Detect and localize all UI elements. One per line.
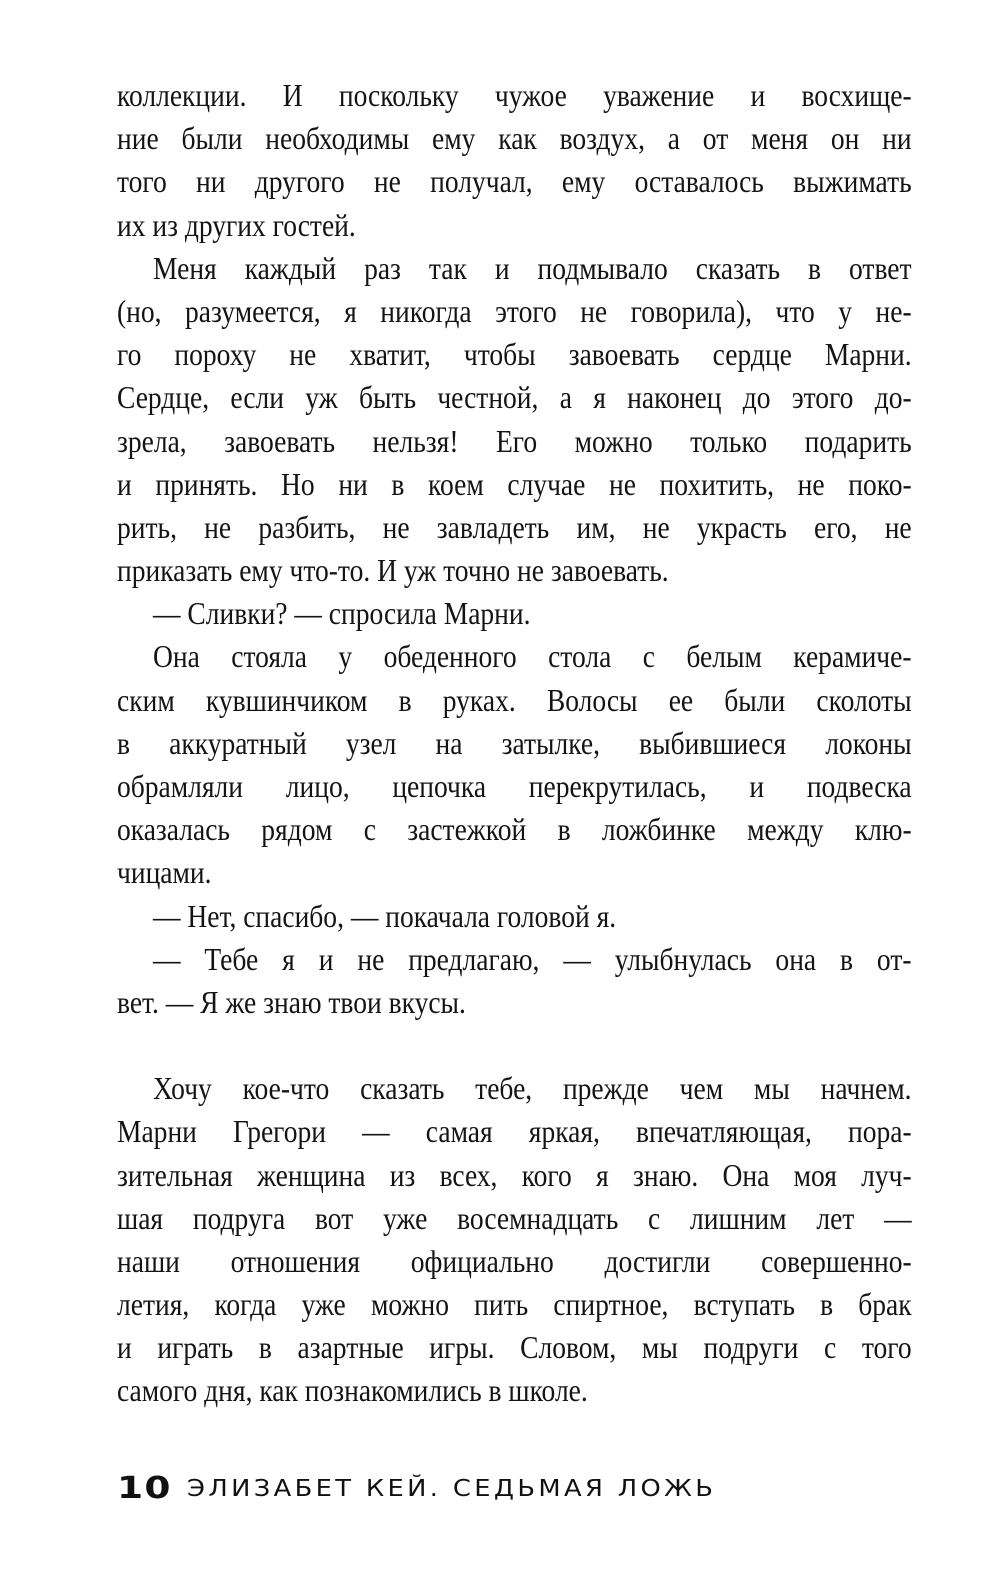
text-line: обрамляли лицо, цепочка перекрутилась, и подвеска: [117, 768, 912, 804]
paragraph: [117, 247, 912, 593]
text-line: летия, когда уже можно пить спиртное, вступать в брак: [117, 1286, 912, 1323]
text-line: — Тебе я и не предлагаю, — улыбнулась она в от-: [153, 940, 912, 977]
text-line: коллекции. И поскольку чужое уважение и восхище-: [117, 77, 912, 113]
text-line: оказалась рядом с застежкой в ложбинке между клю-: [117, 811, 912, 848]
text-line: зительная женщина из всех, кого я знаю. Она моя луч-: [117, 1156, 912, 1193]
page-footer: [117, 1471, 717, 1506]
dialogue-line: [117, 592, 912, 635]
text-line: Меня каждый раз так и подмывало сказать в ответ: [153, 249, 912, 286]
text-line: в аккуратный узел на затылке, выбившиеся локоны: [117, 724, 912, 761]
text-line: самого дня, как познакомились в школе.: [117, 1372, 588, 1409]
text-line: приказать ему что-то. И уж точно не завоевать.: [117, 552, 669, 589]
text-line: — Нет, спасибо, — покачала головой я.: [153, 897, 617, 934]
text-line: — Сливки? — спросила Марни.: [153, 595, 531, 632]
text-line: Марни Грегори — самая яркая, впечатляющая, пора-: [117, 1113, 912, 1150]
text-line: и принять. Но ни в коем случае не похитить, не поко-: [117, 465, 912, 502]
text-line: чицами.: [117, 854, 212, 891]
dialogue-line: [117, 938, 912, 1024]
text-line: зрела, завоевать нельзя! Его можно только подарить: [117, 422, 912, 459]
page-number: 10: [117, 1471, 172, 1506]
text-line: Она стояла у обеденного стола с белым керамиче-: [153, 638, 912, 675]
running-head: ЭЛИЗАБЕТ КЕЙ. СЕДЬМАЯ ЛОЖЬ: [187, 1475, 717, 1502]
text-line: (но, разумеется, я никогда этого не говорила), что у не-: [117, 292, 912, 329]
text-line: наши отношения официально достигли совершенно-: [117, 1242, 912, 1279]
text-line: Сердце, если уж быть честной, а я наконец до этого до-: [117, 379, 912, 416]
section-break: [117, 1024, 912, 1067]
book-page-body: [117, 74, 912, 1413]
text-line: того ни другого не получал, ему оставалось выжимать: [117, 163, 912, 200]
paragraph: [117, 1067, 912, 1413]
text-line: ние были необходимы ему как воздух, а от меня он ни: [117, 120, 912, 157]
text-line: их из других гостей.: [117, 206, 356, 243]
text-line: ским кувшинчиком в руках. Волосы ее были сколоты: [117, 681, 912, 718]
text-line: го пороху не хватит, чтобы завоевать сердце Марни.: [117, 336, 912, 373]
text-line: Хочу кое-что сказать тебе, прежде чем мы начнем.: [153, 1070, 912, 1107]
paragraph: [117, 635, 912, 894]
paragraph-continuation: [117, 74, 912, 247]
text-line: вет. — Я же знаю твои вкусы.: [117, 983, 466, 1020]
text-line: рить, не разбить, не завладеть им, не украсть его, не: [117, 508, 912, 545]
text-line: и играть в азартные игры. Словом, мы подруги с того: [117, 1329, 912, 1366]
text-line: шая подруга вот уже восемнадцать с лишним лет —: [117, 1199, 912, 1236]
dialogue-line: [117, 895, 912, 938]
